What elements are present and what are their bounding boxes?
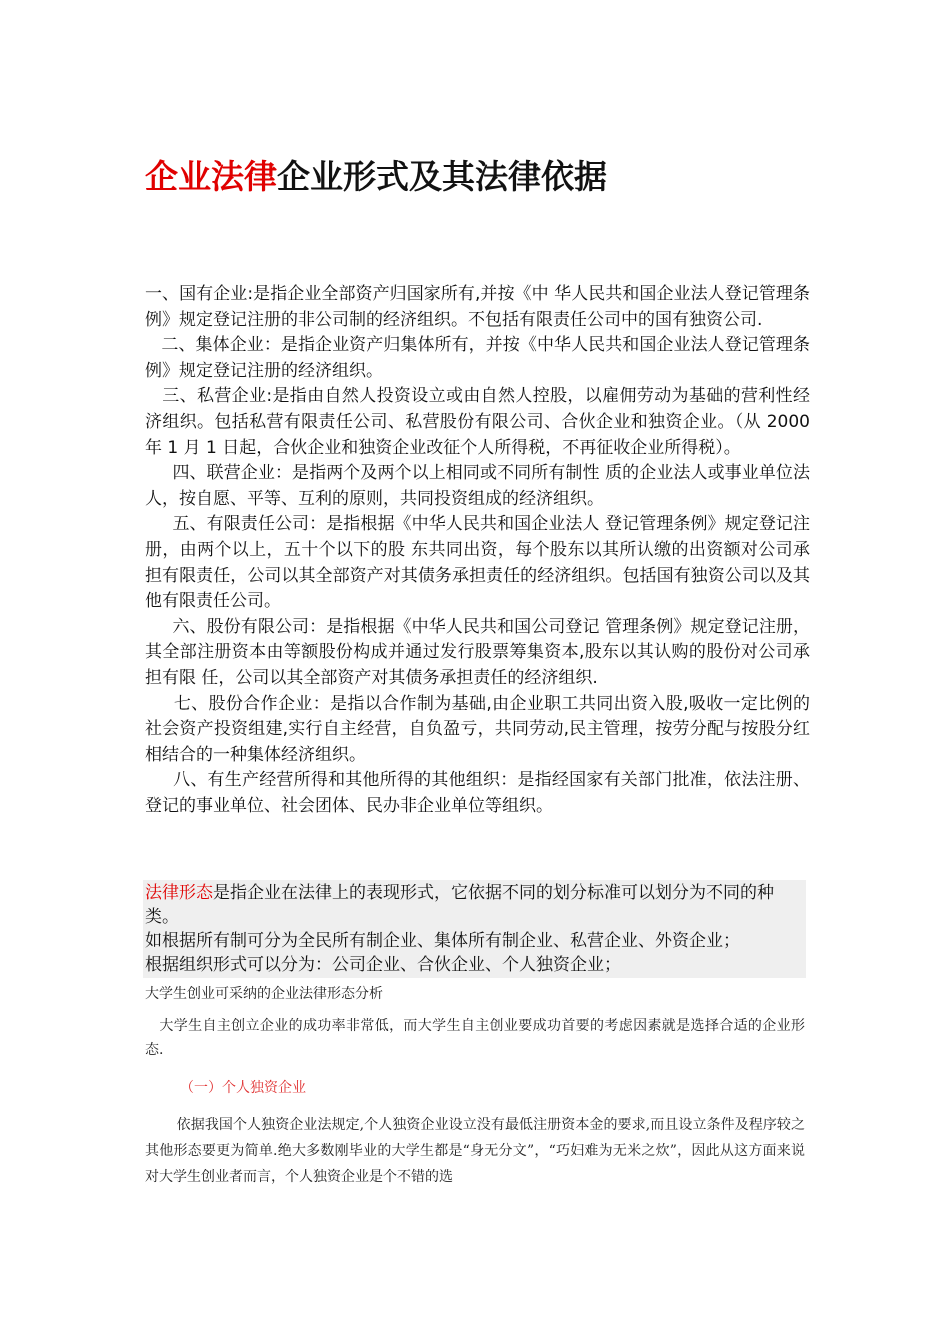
paragraph-joint-venture: 四、联营企业：是指两个及两个以上相同或不同所有制性 质的企业法人或事业单位法人，按自愿、平等、互利的原则，共同投资组成的经济组织。 <box>145 463 810 509</box>
paragraph-stock-cooperative: 七、股份合作企业：是指以合作制为基础,由企业职工共同出资入股,吸收一定比例的社会资产投资组建,实行自主经营，自负盈亏，共同劳动,民主管理，按劳分配与按股分红相结合的一种集体经济组织。 <box>145 693 810 765</box>
legal-form-by-ownership: 如根据所有制可分为全民所有制企业、集体所有制企业、私营企业、外资企业； <box>145 931 740 951</box>
analysis-intro: 大学生自主创立企业的成功率非常低，而大学生自主创业要成功首要的考虑因素就是选择合适的企业形态. <box>145 1018 805 1058</box>
legal-form-definition: 法律形态是指企业在法律上的表现形式，它依据不同的划分标准可以划分为不同的种类。 <box>145 883 774 927</box>
enterprise-types-section <box>145 282 810 819</box>
paragraph-limited-liability: 五、有限责任公司：是指根据《中华人民共和国企业法人 登记管理条例》规定登记注册，由两个以上，五十个以下的股 东共同出资，每个股东以其所认缴的出资额对公司承担有限责任，公司以其全部资产对其债务承担责任的经济组织。包括国有独资公司以及其他有限责任公司。 <box>145 514 810 612</box>
title-highlight: 企业法律 <box>145 157 277 196</box>
paragraph-joint-stock: 六、股份有限公司：是指根据《中华人民共和国公司登记 管理条例》规定登记注册，其全部注册资本由等额股份构成并通过发行股票筹集资本,股东以其认购的股份对公司承担有限 任，公司以其全部资产对其债务承担责任的经济组织. <box>145 616 810 688</box>
legal-form-term: 法律形态 <box>145 883 213 903</box>
analysis-subheading: （一）个人独资企业 <box>180 1080 306 1096</box>
paragraph-collective: 二、集体企业：是指企业资产归集体所有，并按《中华人民共和国企业法人登记管理条例》规定登记注册的经济组织。 <box>145 335 810 381</box>
legal-form-by-organization: 根据组织形式可以分为：公司企业、合伙企业、个人独资企业； <box>145 955 621 975</box>
title-main: 企业形式及其法律依据 <box>277 157 607 196</box>
paragraph-other-organizations: 八、有生产经营所得和其他所得的其他组织：是指经国家有关部门批准，依法注册、登记的事业单位、社会团体、民办非企业单位等组织。 <box>145 770 810 816</box>
paragraph-state-owned: 一、国有企业:是指企业全部资产归国家所有,并按《中 华人民共和国企业法人登记管理条例》规定登记注册的非公司制的经济组织。不包括有限责任公司中的国有独资公司. <box>145 284 810 330</box>
analysis-paragraph: 依据我国个人独资企业法规定,个人独资企业设立没有最低注册资本金的要求,而且设立条件及程序较之其他形态要更为简单.绝大多数刚毕业的大学生都是“身无分文”，“巧妇难为无米之炊”，因此从这方面来说对大学生创业者而言，个人独资企业是个不错的选 <box>145 1117 805 1185</box>
analysis-title: 大学生创业可采纳的企业法律形态分析 <box>145 986 383 1002</box>
page-title <box>145 152 845 202</box>
paragraph-private: 三、私营企业:是指由自然人投资设立或由自然人控股，以雇佣劳动为基础的营利性经济组织。包括私营有限责任公司、私营股份有限公司、合伙企业和独资企业。（从 2000 年 1 月 1 日起，合伙企业和独资企业改征个人所得税，不再征收企业所得税）。 <box>145 386 810 458</box>
legal-form-section <box>145 881 806 977</box>
